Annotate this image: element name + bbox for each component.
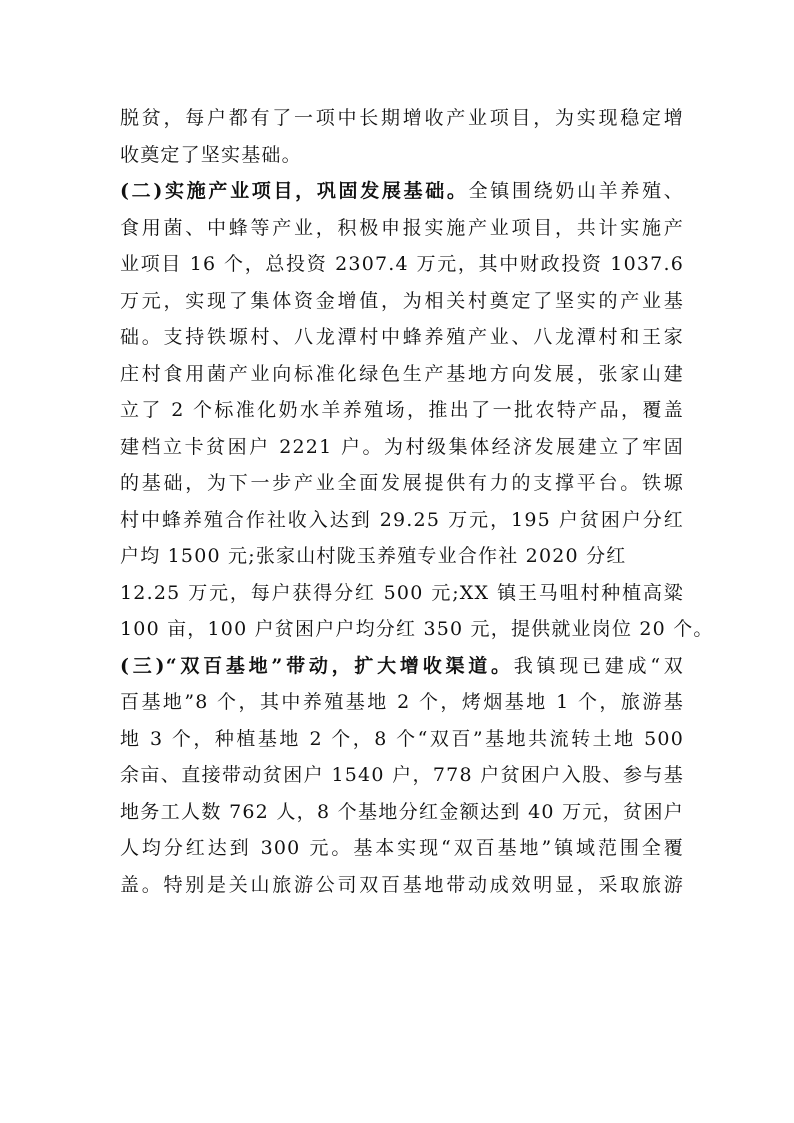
line-text: 我镇现已建成“双	[513, 654, 684, 677]
line-text: 村中蜂养殖合作社收入达到 29.25 万元，195 户贫困户分红	[120, 508, 684, 531]
text-line	[120, 210, 684, 247]
line-text: 12.25 万元，每户获得分红 500 元;XX 镇王马咀村种植高粱	[120, 581, 684, 604]
line-text: 余亩、直接带动贫困户 1540 户，778 户贫困户入股、参与基	[120, 764, 684, 786]
line-text: 地 3 个，种植基地 2 个，8 个“双百”基地共流转土地 500	[120, 727, 684, 750]
text-line	[120, 356, 684, 393]
line-text: 100 亩，100 户贫困户户均分红 350 元，提供就业岗位 20 个。	[120, 618, 714, 640]
line-text: 全镇围绕奶山羊养殖、	[468, 180, 684, 202]
text-line	[120, 502, 684, 539]
section-heading: (二)实施产业项目，巩固发展基础。	[120, 180, 469, 202]
text-line	[120, 611, 714, 648]
section-heading: (三)“双百基地”带动，扩大增收渠道。	[120, 654, 514, 677]
line-text: 建档立卡贫困户 2221 户。为村级集体经济发展建立了牢固	[120, 435, 684, 458]
text-line	[120, 283, 684, 320]
text-line	[120, 100, 684, 137]
text-line	[120, 246, 684, 283]
line-text: 百基地”8 个，其中养殖基地 2 个，烤烟基地 1 个，旅游基	[120, 691, 684, 713]
text-line	[120, 392, 684, 429]
line-text: 脱贫，每户都有了一项中长期增收产业项目，为实现稳定增	[120, 107, 684, 129]
text-line	[120, 465, 684, 502]
section-heading-line	[120, 648, 684, 685]
line-text: 人均分红达到 300 元。基本实现“双百基地”镇域范围全覆	[120, 837, 684, 859]
text-line	[120, 319, 684, 356]
line-text: 庄村食用菌产业向标准化绿色生产基地方向发展，张家山建	[120, 362, 684, 385]
text-line	[120, 721, 684, 758]
line-text: 业项目 16 个，总投资 2307.4 万元，其中财政投资 1037.6	[120, 253, 684, 275]
text-line	[120, 830, 684, 867]
text-line	[120, 757, 684, 794]
text-line	[120, 575, 684, 612]
text-line	[120, 867, 684, 904]
line-text: 收奠定了坚实基础。	[120, 143, 302, 166]
section-heading-line	[120, 173, 684, 210]
text-line	[120, 538, 684, 575]
line-text: 食用菌、中蜂等产业，积极申报实施产业项目，共计实施产	[120, 216, 684, 239]
line-text: 地务工人数 762 人，8 个基地分红金额达到 40 万元，贫困户	[120, 800, 684, 823]
document-page	[120, 100, 714, 903]
text-line	[120, 794, 684, 831]
text-line	[120, 429, 684, 466]
line-text: 户均 1500 元;张家山村陇玉养殖专业合作社 2020 分红	[120, 545, 627, 567]
line-text: 立了 2 个标准化奶水羊养殖场，推出了一批农特产品，覆盖	[120, 399, 684, 421]
text-line	[120, 684, 684, 721]
line-text: 盖。特别是关山旅游公司双百基地带动成效明显，采取旅游	[120, 873, 684, 896]
line-text: 万元，实现了集体资金增值，为相关村奠定了坚实的产业基	[120, 289, 684, 312]
line-text: 础。支持铁塬村、八龙潭村中蜂养殖产业、八龙潭村和王家	[120, 326, 684, 348]
line-text: 的基础，为下一步产业全面发展提供有力的支撑平台。铁塬	[120, 472, 684, 494]
text-line	[120, 137, 684, 174]
